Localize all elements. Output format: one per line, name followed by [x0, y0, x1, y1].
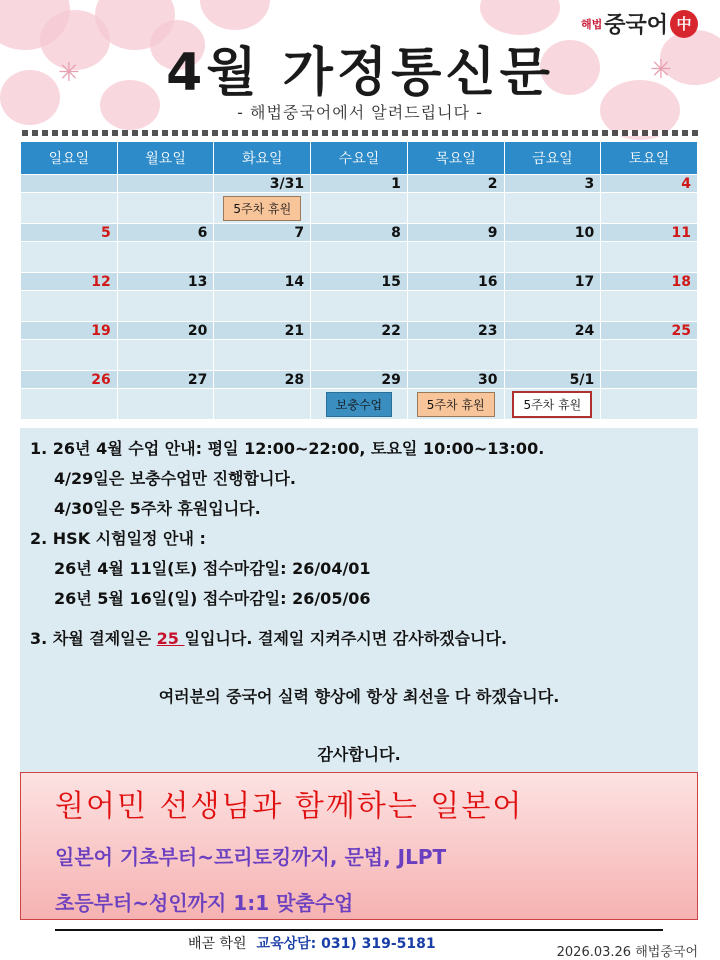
header-divider	[22, 130, 698, 136]
calendar-date: 14	[214, 273, 311, 291]
calendar-note-cell	[21, 242, 118, 273]
calendar-note-cell	[214, 242, 311, 273]
calendar-note-cell	[407, 193, 504, 224]
calendar-note-cell	[21, 389, 118, 420]
april-calendar	[20, 141, 698, 420]
calendar-note-row	[21, 193, 698, 224]
weekday-header: 화요일	[214, 142, 311, 175]
weekday-header: 목요일	[407, 142, 504, 175]
calendar-note-cell	[601, 242, 698, 273]
calendar-note-row	[21, 389, 698, 420]
consult-phone: 교육상담: 031) 319-5181	[256, 936, 436, 952]
payment-day: 25	[156, 629, 185, 648]
calendar-note-cell	[407, 291, 504, 322]
calendar-note-cell	[21, 193, 118, 224]
calendar-date: 28	[214, 371, 311, 389]
calendar-note-cell	[311, 291, 408, 322]
calendar-date: 11	[601, 224, 698, 242]
calendar-note-cell	[601, 340, 698, 371]
calendar-date-row	[21, 175, 698, 193]
calendar-note-cell	[311, 242, 408, 273]
sparkle-icon: ✳	[58, 58, 80, 88]
logo-small-text: 해법	[580, 17, 603, 31]
calendar-date: 10	[504, 224, 601, 242]
weekday-header: 금요일	[504, 142, 601, 175]
notice-hsk-april: 26년 4월 11일(토) 접수마감일: 26/04/01	[54, 559, 371, 578]
calendar-note-cell	[214, 193, 311, 224]
calendar-date: 5/1	[504, 371, 601, 389]
calendar-note-cell	[311, 389, 408, 420]
calendar-date	[21, 175, 118, 193]
calendar-date	[117, 175, 214, 193]
calendar-note-row	[21, 242, 698, 273]
calendar-date: 30	[407, 371, 504, 389]
calendar-date-row	[21, 322, 698, 340]
calendar-date: 12	[21, 273, 118, 291]
calendar-note-cell	[117, 340, 214, 371]
calendar-date: 18	[601, 273, 698, 291]
calendar-note-cell	[504, 389, 601, 420]
schedule-tag: 5주차 휴원	[417, 392, 495, 417]
notice-hsk-heading: 2. HSK 시험일정 안내 :	[30, 529, 206, 548]
payment-text-before: 3. 차월 결제일은	[30, 629, 157, 648]
logo-mark-icon: 中	[670, 10, 698, 38]
logo-text: 중국어	[604, 13, 668, 38]
notice-closed-day: 4/30일은 5주차 휴원입니다.	[54, 499, 261, 518]
notice-payment	[30, 626, 507, 649]
weekday-header: 월요일	[117, 142, 214, 175]
calendar-note-cell	[601, 389, 698, 420]
payment-text-after: 일입니다. 결제일 지켜주시면 감사하겠습니다.	[184, 629, 508, 648]
calendar-date: 8	[311, 224, 408, 242]
notice-panel	[20, 428, 698, 773]
calendar-date: 3	[504, 175, 601, 193]
calendar-date	[601, 371, 698, 389]
calendar-note-cell	[117, 193, 214, 224]
promo-line-levels: 일본어 기초부터~프리토킹까지, 문법, JLPT	[55, 845, 447, 869]
sparkle-icon: ✳	[650, 55, 672, 85]
calendar-date: 4	[601, 175, 698, 193]
footer-contact	[188, 933, 436, 953]
notice-hsk-may: 26년 5월 16일(일) 접수마감일: 26/05/06	[54, 589, 371, 608]
weekday-header: 수요일	[311, 142, 408, 175]
weekday-header-row	[21, 142, 698, 175]
calendar-note-cell	[117, 291, 214, 322]
calendar-date-row	[21, 273, 698, 291]
calendar-note-cell	[21, 291, 118, 322]
calendar-note-cell	[214, 291, 311, 322]
calendar-date: 20	[117, 322, 214, 340]
calendar-note-cell	[407, 340, 504, 371]
calendar-note-cell	[117, 389, 214, 420]
calendar-date: 1	[311, 175, 408, 193]
calendar-note-row	[21, 340, 698, 371]
calendar-note-cell	[214, 389, 311, 420]
calendar-date: 29	[311, 371, 408, 389]
page-title: 4월 가정통신문	[166, 43, 554, 103]
calendar-note-cell	[407, 389, 504, 420]
page-subtitle: - 해법중국어에서 알려드립니다 -	[237, 103, 483, 122]
calendar-date: 13	[117, 273, 214, 291]
calendar-date-row	[21, 371, 698, 389]
weekday-header: 토요일	[601, 142, 698, 175]
schedule-tag: 5주차 휴원	[223, 196, 301, 221]
calendar-date: 5	[21, 224, 118, 242]
calendar-date: 21	[214, 322, 311, 340]
calendar-note-cell	[601, 193, 698, 224]
academy-name: 배곧 학원	[188, 936, 247, 952]
notice-closing-message: 여러분의 중국어 실력 향상에 항상 최선을 다 하겠습니다.	[158, 687, 560, 706]
brand-logo	[581, 8, 698, 39]
calendar-date: 26	[21, 371, 118, 389]
calendar-note-cell	[504, 291, 601, 322]
schedule-tag: 보충수업	[326, 392, 392, 417]
calendar-date: 22	[311, 322, 408, 340]
blossom-decoration	[200, 0, 270, 30]
calendar-date: 2	[407, 175, 504, 193]
promo-line-ages: 초등부터~성인까지 1:1 맞춤수업	[55, 891, 354, 915]
calendar-note-cell	[117, 242, 214, 273]
calendar-date: 9	[407, 224, 504, 242]
notice-thanks: 감사합니다.	[317, 745, 401, 764]
weekday-header: 일요일	[21, 142, 118, 175]
calendar-note-cell	[504, 193, 601, 224]
promo-title: 원어민 선생님과 함께하는 일본어	[55, 789, 524, 824]
footer-divider	[55, 929, 663, 931]
notice-class-hours: 1. 26년 4월 수업 안내: 평일 12:00~22:00, 토요일 10:00~13:00.	[30, 439, 545, 458]
calendar-date: 24	[504, 322, 601, 340]
calendar-note-cell	[311, 340, 408, 371]
calendar-date: 19	[21, 322, 118, 340]
calendar-date: 15	[311, 273, 408, 291]
calendar-note-row	[21, 291, 698, 322]
calendar-date: 23	[407, 322, 504, 340]
calendar-note-cell	[21, 340, 118, 371]
calendar-date: 7	[214, 224, 311, 242]
calendar-date: 17	[504, 273, 601, 291]
notice-makeup-day: 4/29일은 보충수업만 진행합니다.	[54, 469, 296, 488]
schedule-tag: 5주차 휴원	[512, 391, 592, 418]
calendar-note-cell	[407, 242, 504, 273]
japanese-class-promo	[20, 772, 698, 920]
footer-date-brand: 2026.03.26 해법중국어	[556, 945, 698, 960]
header	[0, 0, 720, 140]
calendar-note-cell	[214, 340, 311, 371]
calendar-date: 27	[117, 371, 214, 389]
calendar-note-cell	[601, 291, 698, 322]
calendar-note-cell	[504, 340, 601, 371]
calendar-note-cell	[311, 193, 408, 224]
calendar-note-cell	[504, 242, 601, 273]
calendar-date-row	[21, 224, 698, 242]
calendar-date: 25	[601, 322, 698, 340]
calendar-date: 6	[117, 224, 214, 242]
calendar-date: 16	[407, 273, 504, 291]
calendar-date: 3/31	[214, 175, 311, 193]
